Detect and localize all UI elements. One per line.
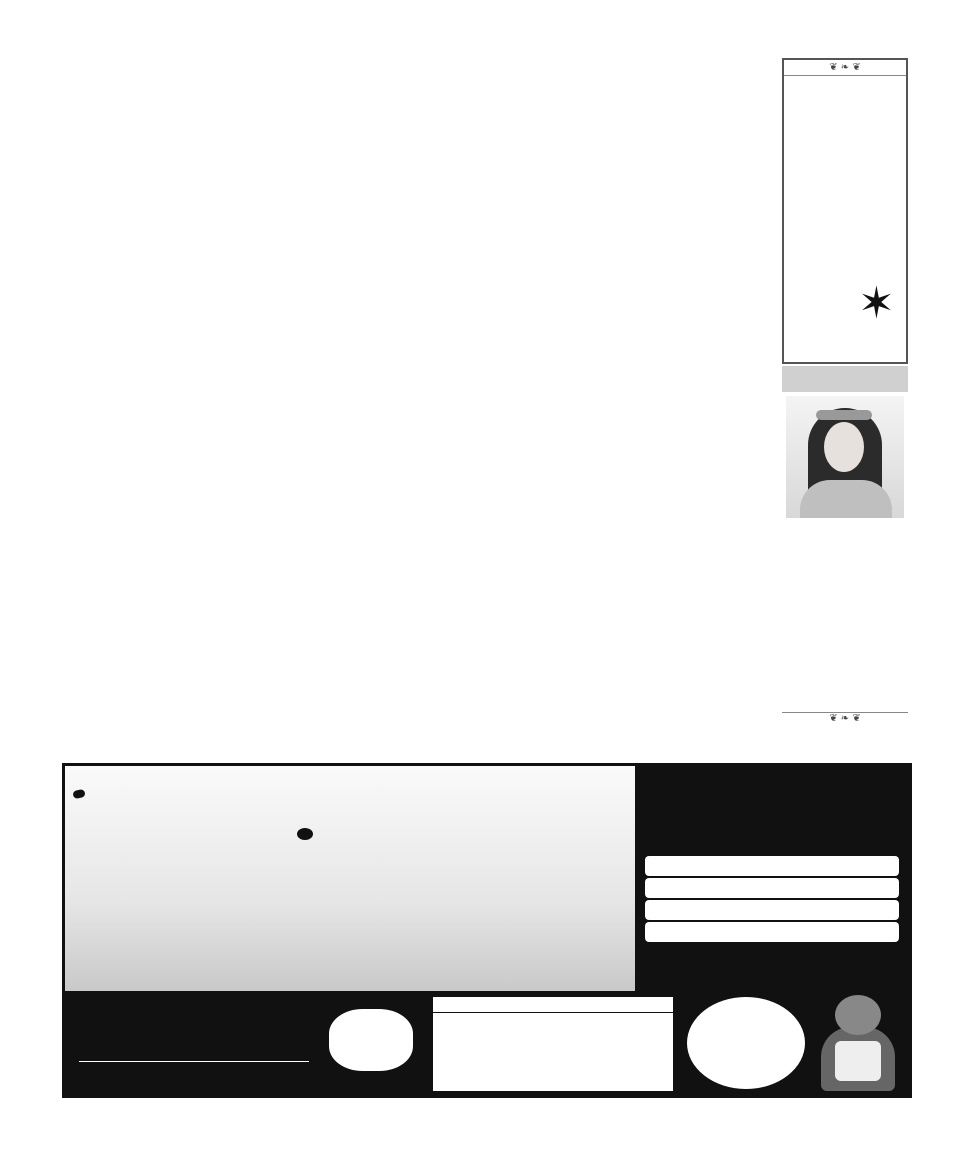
author-photo	[786, 396, 904, 518]
contact-header	[433, 997, 673, 1013]
service-bubble	[687, 997, 805, 1089]
sparkle-icon: ✶	[858, 278, 895, 329]
brand-subtitle	[79, 1061, 309, 1063]
period-label	[782, 366, 908, 392]
amnet-advertisement	[62, 763, 912, 1098]
fuel-included-badge	[297, 828, 313, 840]
title-ornament-bottom: ❦ ❧ ❦	[782, 712, 908, 728]
column-title-box	[782, 58, 908, 364]
phone-panel	[635, 766, 909, 991]
reason-item	[645, 922, 899, 942]
reason-item	[645, 856, 899, 876]
contact-box	[433, 997, 673, 1091]
brand-bar	[65, 991, 909, 1095]
fare-panel	[65, 766, 635, 991]
reason-item	[645, 900, 899, 920]
reason-item	[645, 878, 899, 898]
title-ornament-top: ❦ ❧ ❦	[784, 60, 906, 76]
saturday-open-badge	[329, 1009, 413, 1071]
gorilla-mascot-icon	[815, 995, 901, 1091]
